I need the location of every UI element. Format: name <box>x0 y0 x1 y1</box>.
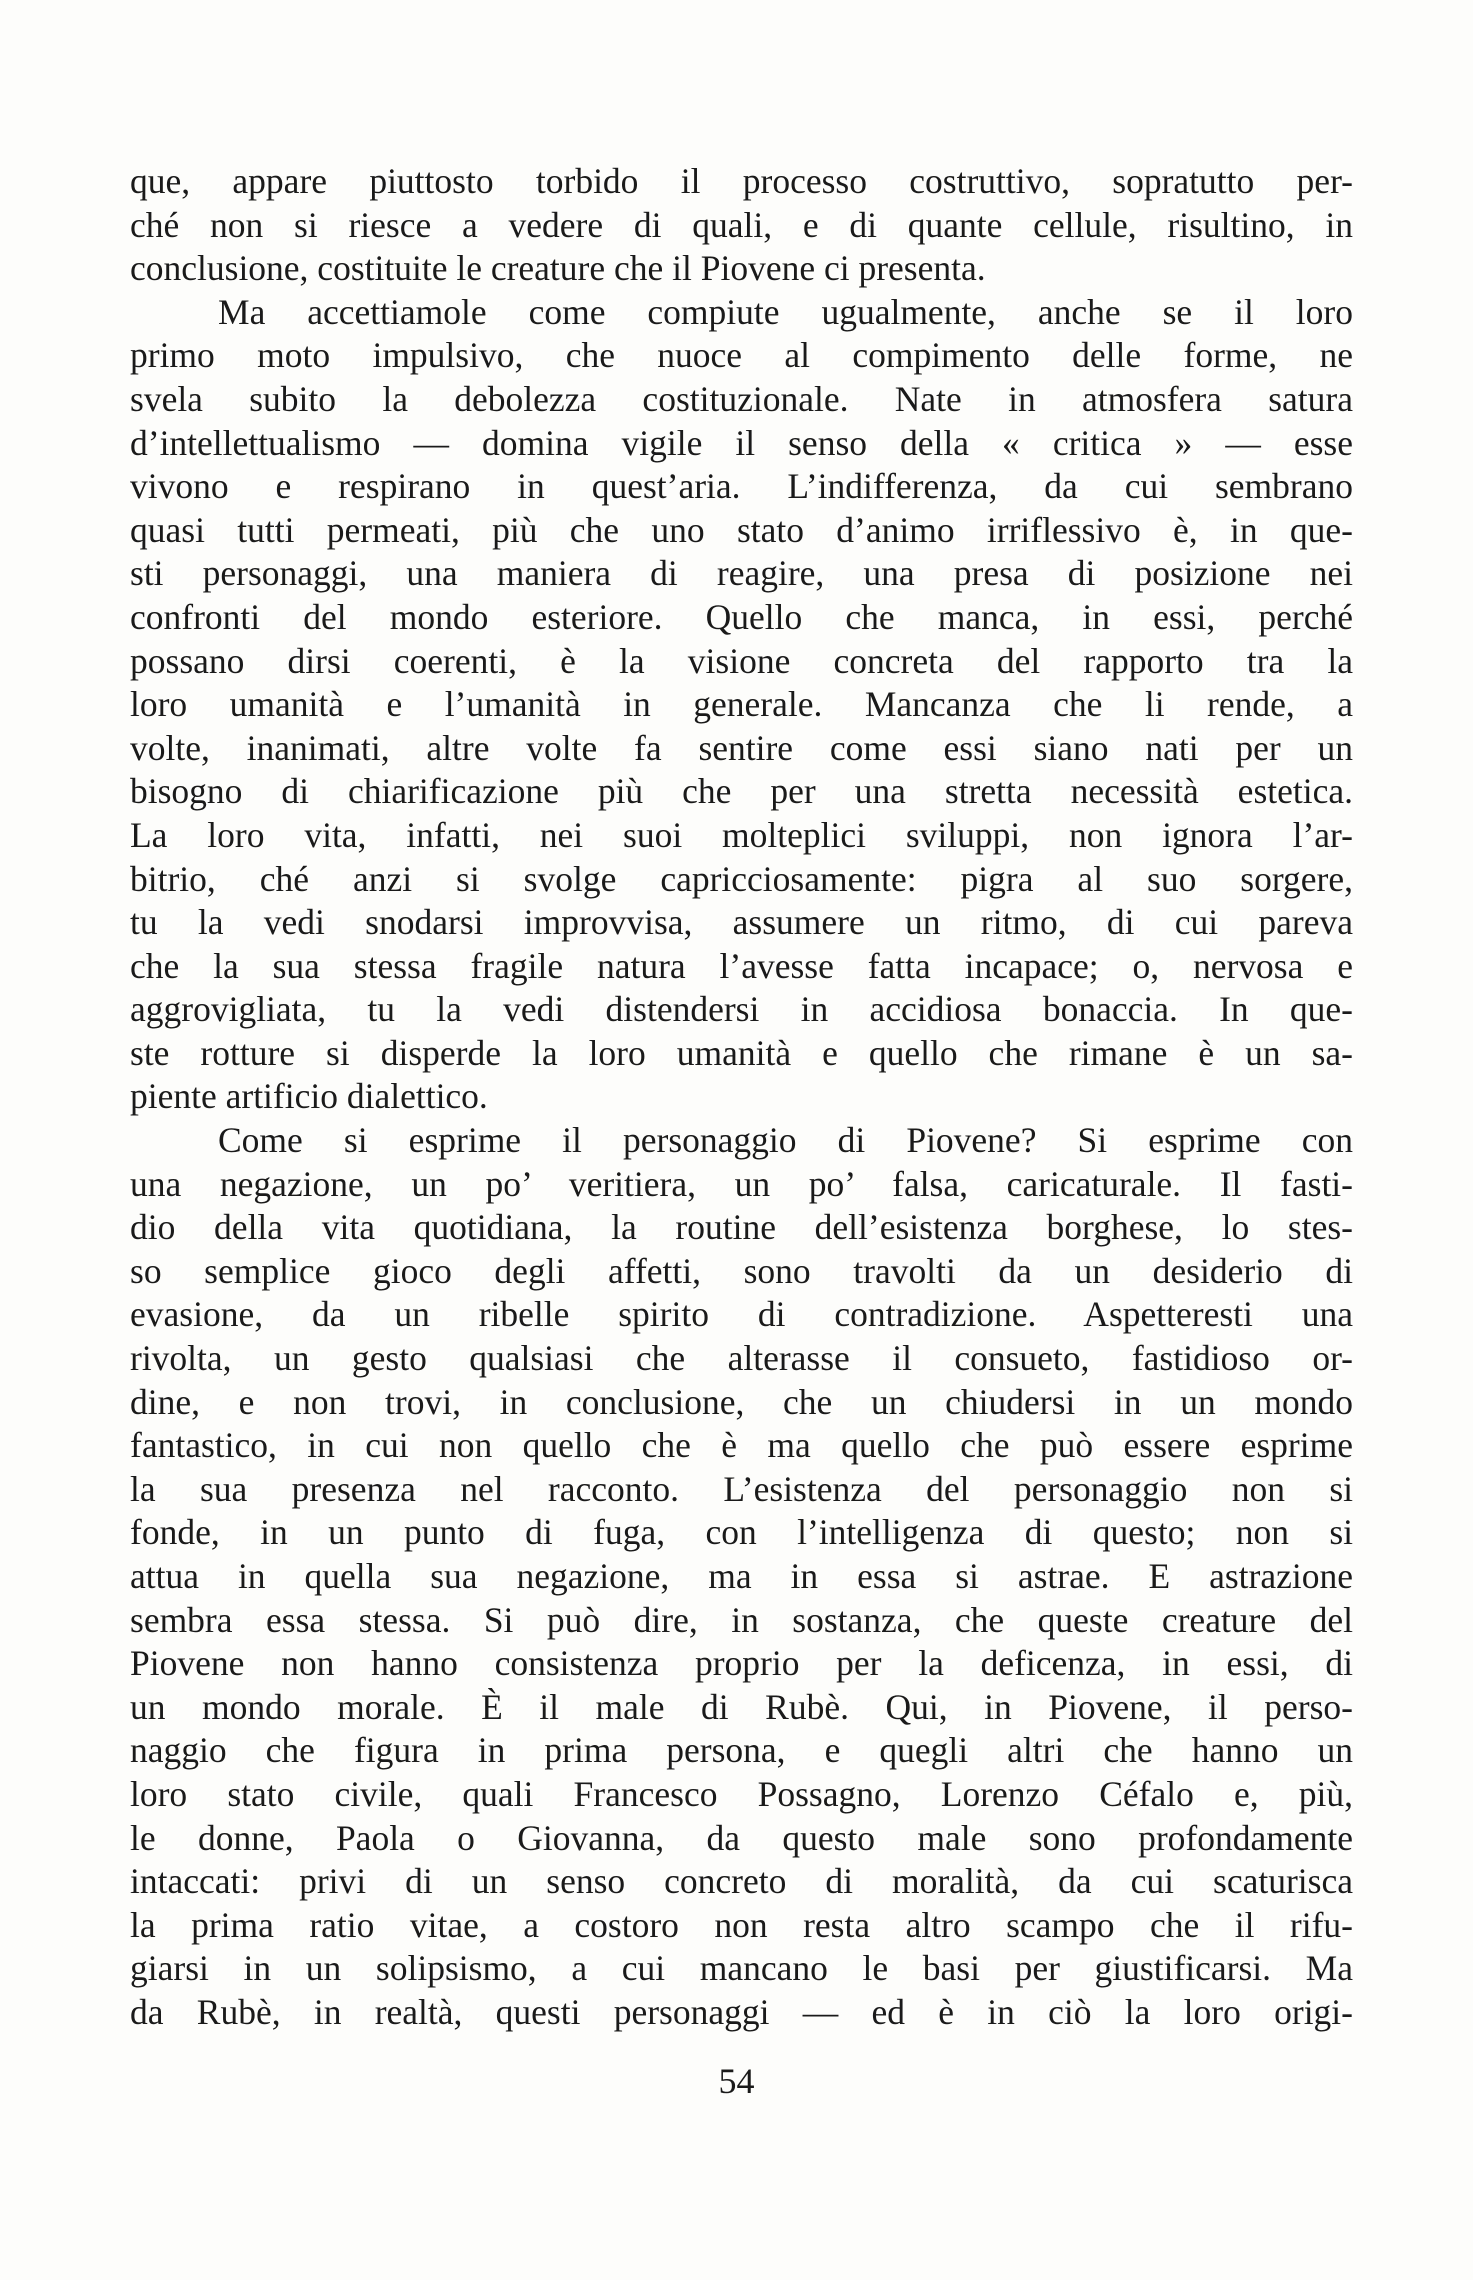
text-line: ste rotture si disperde la loro umanità e quello che rimane è un sa- <box>130 1032 1353 1073</box>
text-line: Piovene non hanno consistenza proprio per la deficenza, in essi, di <box>130 1643 1353 1684</box>
text-line: una negazione, un po’ veritiera, un po’ falsa, caricaturale. Il fasti- <box>130 1163 1353 1204</box>
text-line: Ma accettiamole come compiute ugualmente, anche se il loro <box>218 291 1353 332</box>
text-line: aggrovigliata, tu la vedi distendersi in accidiosa bonaccia. In que- <box>130 989 1353 1030</box>
text-line: naggio che figura in prima persona, e quegli altri che hanno un <box>130 1730 1353 1771</box>
text-line: ché non si riesce a vedere di quali, e di quante cellule, risultino, in <box>130 204 1353 245</box>
text-line: piente artificio dialettico. <box>130 1076 488 1117</box>
text-line: sti personaggi, una maniera di reagire, una presa di posizione nei <box>130 553 1353 594</box>
text-line: da Rubè, in realtà, questi personaggi — ed è in ciò la loro origi- <box>130 1991 1353 2032</box>
text-line: evasione, da un ribelle spirito di contradizione. Aspetteresti una <box>130 1294 1353 1335</box>
text-line: loro umanità e l’umanità in generale. Mancanza che li rende, a <box>130 684 1353 725</box>
text-line: fonde, in un punto di fuga, con l’intelligenza di questo; non si <box>130 1512 1353 1553</box>
text-line: conclusione, costituite le creature che il Piovene ci presenta. <box>130 248 986 289</box>
text-line: so semplice gioco degli affetti, sono travolti da un desiderio di <box>130 1250 1353 1291</box>
text-line: sembra essa stessa. Si può dire, in sostanza, che queste creature del <box>130 1599 1353 1640</box>
text-line: rivolta, un gesto qualsiasi che alterasse il consueto, fastidioso or- <box>130 1338 1353 1379</box>
text-line: quasi tutti permeati, più che uno stato d’animo irriflessivo è, in que- <box>130 509 1353 550</box>
text-line: d’intellettualismo — domina vigile il senso della « critica » — esse <box>130 422 1353 463</box>
text-line: loro stato civile, quali Francesco Possagno, Lorenzo Céfalo e, più, <box>130 1773 1353 1814</box>
text-line: bitrio, ché anzi si svolge capricciosamente: pigra al suo sorgere, <box>130 858 1353 899</box>
text-line: la sua presenza nel racconto. L’esistenza del personaggio non si <box>130 1468 1353 1509</box>
text-line: volte, inanimati, altre volte fa sentire come essi siano nati per un <box>130 727 1353 768</box>
text-line: che la sua stessa fragile natura l’avesse fatta incapace; o, nervosa e <box>130 945 1353 986</box>
text-line: vivono e respirano in quest’aria. L’indifferenza, da cui sembrano <box>130 466 1353 507</box>
text-line: possano dirsi coerenti, è la visione concreta del rapporto tra la <box>130 640 1353 681</box>
text-line: dio della vita quotidiana, la routine dell’esistenza borghese, lo stes- <box>130 1207 1353 1248</box>
body-text <box>130 160 1353 2035</box>
text-line: Come si esprime il personaggio di Piovene? Si esprime con <box>218 1120 1353 1161</box>
text-line: giarsi in un solipsismo, a cui mancano le basi per giustificarsi. Ma <box>130 1948 1353 1989</box>
text-line: primo moto impulsivo, che nuoce al compimento delle forme, ne <box>130 335 1353 376</box>
text-line: confronti del mondo esteriore. Quello che manca, in essi, perché <box>130 596 1353 637</box>
text-line: svela subito la debolezza costituzionale. Nate in atmosfera satura <box>130 378 1353 419</box>
text-line: attua in quella sua negazione, ma in essa si astrae. E astrazione <box>130 1556 1353 1596</box>
text-line: bisogno di chiarificazione più che per una stretta necessità estetica. <box>130 771 1353 812</box>
text-line: la prima ratio vitae, a costoro non resta altro scampo che il rifu- <box>130 1904 1353 1945</box>
text-line: dine, e non trovi, in conclusione, che un chiudersi in un mondo <box>130 1381 1353 1422</box>
text-line: tu la vedi snodarsi improvvisa, assumere un ritmo, di cui pareva <box>130 902 1353 943</box>
text-line: fantastico, in cui non quello che è ma quello che può essere esprime <box>130 1425 1353 1466</box>
text-line: La loro vita, infatti, nei suoi molteplici sviluppi, non ignora l’ar- <box>130 814 1353 855</box>
text-line: intaccati: privi di un senso concreto di moralità, da cui scaturisca <box>130 1861 1353 1902</box>
text-line: le donne, Paola o Giovanna, da questo male sono profondamente <box>130 1817 1353 1858</box>
page-number: 54 <box>718 2061 755 2101</box>
text-line: que, appare piuttosto torbido il processo costruttivo, sopratutto per- <box>130 161 1353 201</box>
text-line: un mondo morale. È il male di Rubè. Qui, in Piovene, il perso- <box>130 1686 1353 1727</box>
